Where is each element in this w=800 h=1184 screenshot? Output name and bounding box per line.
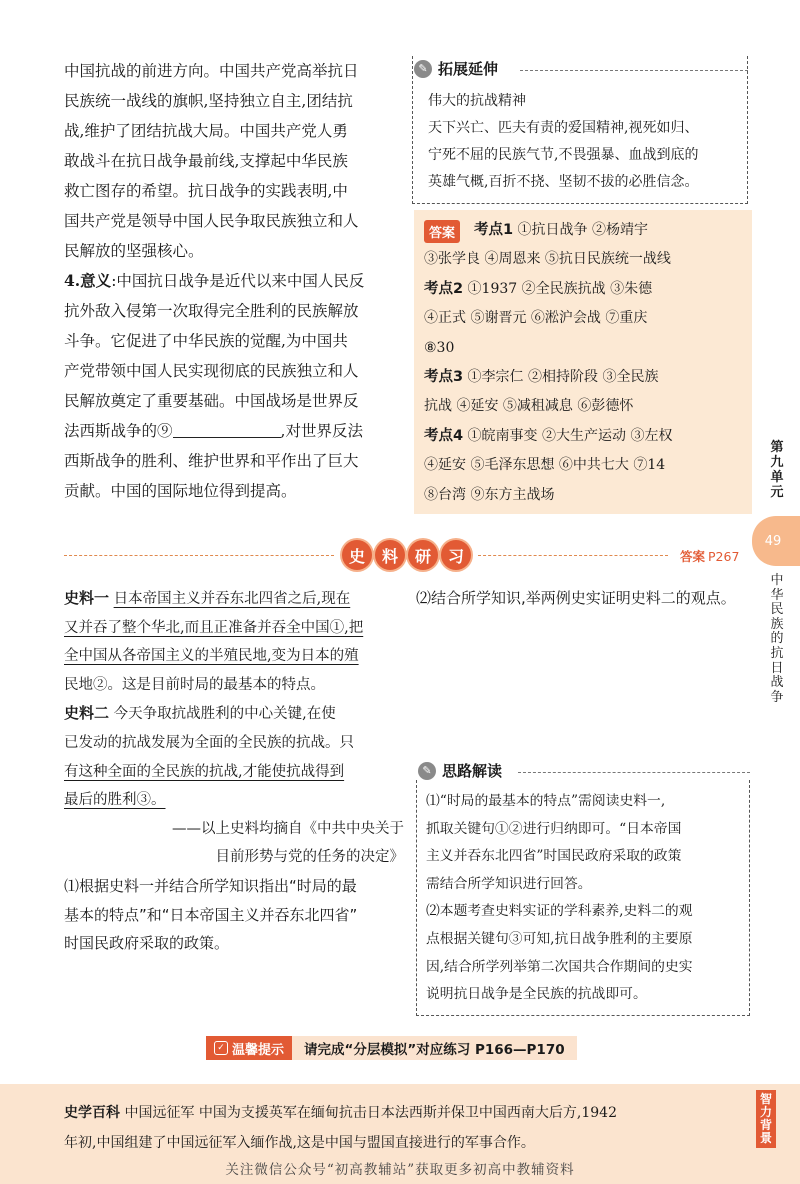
question-2: ⑵结合所学知识,举两例史实证明史料二的观点。 <box>416 589 736 607</box>
divider <box>478 555 668 556</box>
significance-line: 斗争。它促进了中华民族的觉醒,为中国共 <box>64 332 348 350</box>
answer-list <box>424 216 746 510</box>
intro-line: 战,维护了团结抗战大局。中国共产党人勇 <box>64 122 348 140</box>
extension-text: 伟大的抗战精神 天下兴亡、匹夫有责的爱国精神,视死如归、 宁死不屈的民族气节,不畏强暴、血战到底的 英雄气概,百折不挠、坚韧不拔的必胜信念。 <box>428 93 699 190</box>
source-line: ——以上史料均摘自《中共中央关于 <box>172 820 404 837</box>
intro-line: 民解放的坚强核心。 <box>64 242 204 260</box>
thinking-text: ⑴“时局的最基本的特点”需阅读史料一, 抓取关键句①②进行归纳即可。“日本帝国 主义并吞东北四省”时国民政府采取的政策 需结合所学知识进行回答。 ⑵本题考查史料实证的学科素养,史料二的观 点根据关键句③可知,抗日战争胜利的主要原 因,结合所学列举第二次国共合作期间的史实 说明抗日战争是全民族的抗战即可。 <box>426 793 693 1003</box>
significance-line: 贡献。中国的国际地位得到提高。 <box>64 482 297 500</box>
intro-line: 国共产党是领导中国人民争取民族独立和人 <box>64 212 359 230</box>
divider <box>520 70 748 71</box>
question-line: 时国民政府采取的政策。 <box>64 934 230 953</box>
chapter-label: 中华民族的抗日战争 <box>770 573 784 705</box>
fill-blank[interactable] <box>173 420 281 438</box>
banner-char: 习 <box>441 540 471 570</box>
encyclopedia-label: 史学百科 <box>64 1105 120 1121</box>
material-line: 已发动的抗战发展为全面的全民族的抗战。只 <box>64 734 354 751</box>
extension-title: 拓展延伸 <box>438 60 499 78</box>
answer-line: 抗战 ④延安 ⑤减租减息 ⑥彭德怀 <box>424 398 634 415</box>
source-line: 目前形势与党的任务的决定》 <box>215 849 404 866</box>
answer-line: ④延安 ⑤毛泽东思想 ⑥中共七大 ⑦14 <box>424 457 666 474</box>
extension-header <box>414 58 498 79</box>
significance-line: 西斯战争的胜利、维护世界和平作出了巨大 <box>64 452 359 470</box>
intro-line: 民族统一战线的旗帜,坚持独立自主,团结抗 <box>64 92 353 110</box>
answer-line: 考点4 ①皖南事变 ②大生产运动 ③左权 <box>424 427 673 444</box>
material-line: 有这种全面的全民族的抗战,才能使抗战得到 <box>64 763 345 780</box>
significance-line: 产党带领中国人民实现彻底的民族独立和人 <box>64 362 359 380</box>
material-line: 最后的胜利③。 <box>64 792 166 809</box>
pen-icon: ✎ <box>418 762 436 780</box>
intro-line: 敢战斗在抗日战争最前线,支撑起中华民族 <box>64 152 348 170</box>
answer-line: 考点2 ①1937 ②全民族抗战 ③朱德 <box>424 280 653 297</box>
answer-line: ③张学良 ④周恩来 ⑤抗日民族统一战线 <box>424 251 671 268</box>
answer-tag: 答案 <box>424 220 460 243</box>
page-number: 49 <box>752 516 800 566</box>
intro-line: 中国抗战的前进方向。中国共产党高举抗日 <box>64 62 359 80</box>
significance-title: 4.意义 <box>64 271 112 290</box>
material-label: 史料一 <box>64 589 110 607</box>
question-line: ⑴根据史料一并结合所学知识指出“时局的最 <box>64 876 357 895</box>
side-tag: 智力背景 <box>756 1090 776 1148</box>
material-line: 史料二 今天争取抗战胜利的中心关键,在使 <box>64 704 336 723</box>
unit-label: 第九单元 <box>770 440 784 500</box>
question-line: 基本的特点”和“日本帝国主义并吞东北四省” <box>64 905 358 924</box>
material-line: 全中国从各帝国主义的半殖民地,变为日本的殖 <box>64 648 359 665</box>
tip-bar <box>206 1036 577 1060</box>
intro-paragraph <box>64 56 404 506</box>
significance-line: 法西斯战争的⑨ ,对世界反法 <box>64 422 363 440</box>
banner-char: 研 <box>408 540 438 570</box>
answer-reference[interactable]: 答案 P267 <box>680 549 740 564</box>
divider <box>518 772 750 773</box>
material-line: 民地②。这是目前时局的最基本的特点。 <box>64 676 325 693</box>
answer-line: ④正式 ⑤谢晋元 ⑥淞沪会战 ⑦重庆 <box>424 310 648 327</box>
encyclopedia-topic: 中国远征军 <box>124 1105 195 1121</box>
material-block <box>64 584 404 958</box>
tip-icon: ✓ <box>214 1041 228 1055</box>
answer-line: ⑧30 <box>424 339 455 356</box>
significance-line: 民解放奠定了重要基础。中国战场是世界反 <box>64 392 359 410</box>
encyclopedia-text: 史学百科 中国远征军 中国为支援英军在缅甸抗击日本法西斯并保卫中国西南大后方,1942 年初,中国组建了中国远征军入缅作战,这是中国与盟国直接进行的军事合作。 <box>64 1105 617 1151</box>
material-line: 又并吞了整个华北,而且正准备并吞全中国①,把 <box>64 619 364 636</box>
significance-line: 4.意义:中国抗日战争是近代以来中国人民反 <box>64 271 365 290</box>
tip-tag: ✓ 温馨提示 <box>206 1036 292 1060</box>
intro-line: 救亡图存的希望。抗日战争的实践表明,中 <box>64 182 348 200</box>
answer-line: 考点3 ①李宗仁 ②相持阶段 ③全民族 <box>424 369 659 386</box>
banner-char: 史 <box>342 540 372 570</box>
significance-line: 抗外敌入侵第一次取得完全胜利的民族解放 <box>64 302 359 320</box>
thinking-title: 思路解读 <box>442 762 503 780</box>
tip-text[interactable]: 请完成“分层模拟”对应练习 P166—P170 <box>292 1036 577 1060</box>
watermark: 关注微信公众号“初高教辅站”获取更多初高中教辅资料 <box>225 1162 575 1178</box>
thinking-header <box>418 760 502 781</box>
section-banner <box>342 540 471 570</box>
answer-line: 考点1 ①抗日战争 ②杨靖宇 <box>474 222 648 238</box>
pen-icon: ✎ <box>414 60 432 78</box>
material-line: 史料一 日本帝国主义并吞东北四省之后,现在 <box>64 589 351 607</box>
material-label: 史料二 <box>64 704 110 723</box>
divider <box>64 555 334 556</box>
answer-line: ⑧台湾 ⑨东方主战场 <box>424 486 555 503</box>
banner-char: 料 <box>375 540 405 570</box>
